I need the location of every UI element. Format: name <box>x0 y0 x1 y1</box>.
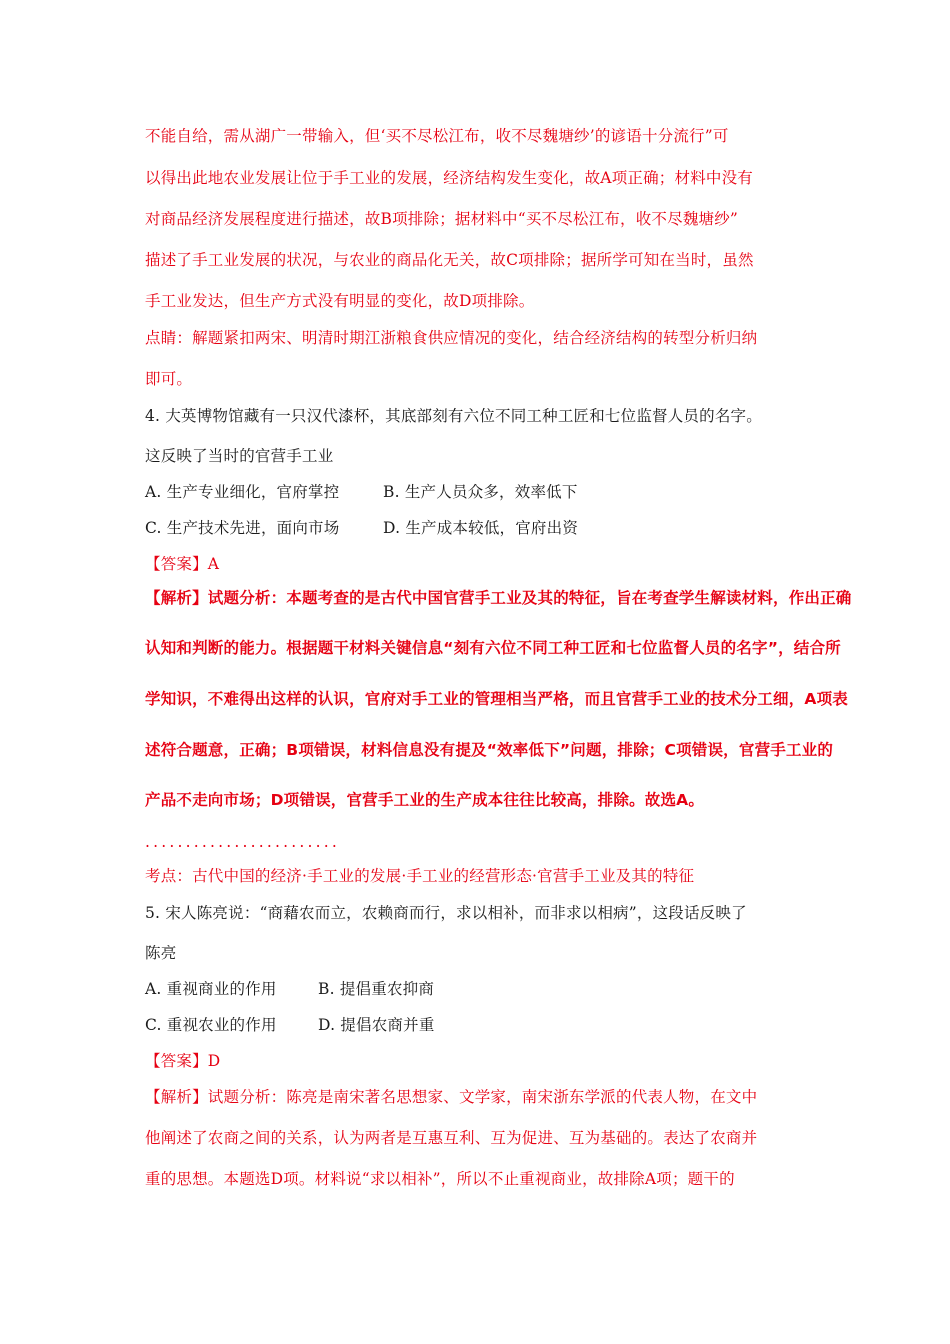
q4-analysis-line-3: 学知识，不难得出这样的认识，官府对手工业的管理相当严格，而且官营手工业的技术分工细，A项表 <box>145 690 848 708</box>
q4-option-c: C. 生产技术先进，面向市场 <box>145 519 340 537</box>
q4-analysis-line-4: 述符合题意，正确；B项错误，材料信息没有提及“效率低下”问题，排除；C项错误，官营手工业的 <box>145 741 834 759</box>
q4-stem-line-2: 这反映了当时的官营手工业 <box>145 447 334 465</box>
q4-answer: 【答案】A <box>145 555 220 573</box>
q3-analysis-line-2: 以得出此地农业发展让位于手工业的发展，经济结构发生变化，故A项正确；材料中没有 <box>145 169 753 187</box>
q4-analysis-line-5: 产品不走向市场；D项错误，官营手工业的生产成本往往比较高，排除。故选A。 <box>145 791 705 809</box>
q5-option-d: D. 提倡农商并重 <box>318 1016 435 1034</box>
q4-analysis-line-2: 认知和判断的能力。根据题干材料关键信息“刻有六位不同工种工匠和七位监督人员的名字”，结合所 <box>145 639 841 657</box>
q5-option-b: B. 提倡重农抑商 <box>318 980 435 998</box>
q5-analysis-line-2: 他阐述了农商之间的关系，认为两者是互惠互利、互为促进、互为基础的。表达了农商并 <box>145 1129 758 1147</box>
q3-tip-line-1: 点睛：解题紧扣两宋、明清时期江浙粮食供应情况的变化，结合经济结构的转型分析归纳 <box>145 329 758 347</box>
q4-stem-line-1: 4. 大英博物馆藏有一只汉代漆杯，其底部刻有六位不同工种工匠和七位监督人员的名字。 <box>145 407 762 425</box>
q4-kaodian: 考点：古代中国的经济·手工业的发展·手工业的经营形态·官营手工业及其的特征 <box>145 867 695 885</box>
q5-answer: 【答案】D <box>145 1052 221 1070</box>
q4-option-d: D. 生产成本较低，官府出资 <box>383 519 579 537</box>
q5-analysis-line-3: 重的思想。本题选D项。材料说“求以相补”，所以不止重视商业，故排除A项；题干的 <box>145 1170 735 1188</box>
q4-options-row-2 <box>145 518 578 538</box>
q4-option-b: B. 生产人员众多，效率低下 <box>383 483 578 501</box>
q5-options-row-1 <box>145 979 434 999</box>
q5-stem-line-1: 5. 宋人陈亮说：“商藉农而立，农赖商而行，求以相补，而非求以相病”，这段话反映了 <box>145 904 747 922</box>
q3-analysis-line-1: 不能自给，需从湖广一带输入，但‘买不尽松江布，收不尽魏塘纱’的谚语十分流行”可 <box>145 127 729 145</box>
q4-analysis-line-1: 【解析】试题分析：本题考查的是古代中国官营手工业及其的特征，旨在考查学生解读材料，作出正确 <box>145 589 852 607</box>
q5-stem-line-2: 陈亮 <box>145 944 177 962</box>
q5-option-c: C. 重视农业的作用 <box>145 1016 277 1034</box>
q5-analysis-line-1: 【解析】试题分析：陈亮是南宋著名思想家、文学家，南宋浙东学派的代表人物，在文中 <box>145 1088 758 1106</box>
q3-analysis-line-5: 手工业发达，但生产方式没有明显的变化，故D项排除。 <box>145 292 535 310</box>
q3-analysis-line-4: 描述了手工业发展的状况，与农业的商品化无关，故C项排除；据所学可知在当时，虽然 <box>145 251 754 269</box>
q4-option-a: A. 生产专业细化，官府掌控 <box>145 483 340 501</box>
q5-options-row-2 <box>145 1015 435 1035</box>
q3-analysis-line-3: 对商品经济发展程度进行描述，故B项排除；据材料中“买不尽松江布，收不尽魏塘纱” <box>145 210 739 228</box>
q3-tip-line-2: 即可。 <box>145 370 193 388</box>
dotted-separator: ........................ <box>145 833 341 851</box>
q4-options-row-1 <box>145 482 578 502</box>
q5-option-a: A. 重视商业的作用 <box>145 980 277 998</box>
